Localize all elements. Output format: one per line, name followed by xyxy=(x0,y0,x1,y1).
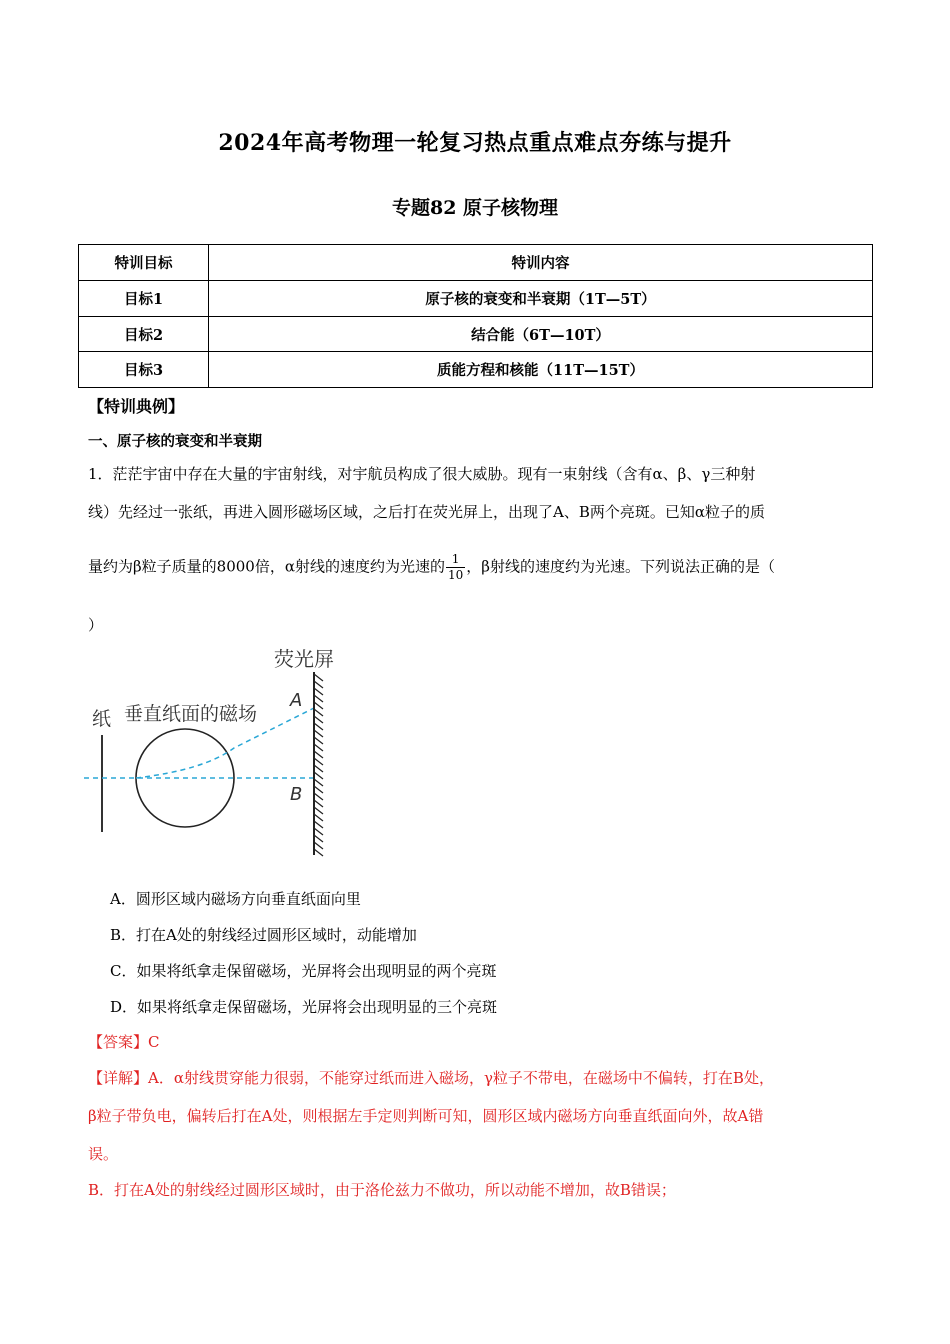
hatch-mark xyxy=(314,744,323,751)
field-label: 垂直纸面的磁场 xyxy=(124,703,258,725)
question-line-1: 1．茫茫宇宙中存在大量的宇宙射线，对宇航员构成了很大威胁。现有一束射线（含有α、β、γ三种射 xyxy=(88,465,756,483)
hatch-mark xyxy=(314,765,323,772)
hatch-mark xyxy=(314,828,323,835)
paper-label: 纸 xyxy=(92,708,112,730)
hatch-mark xyxy=(314,723,323,730)
table-header-cell: 特训内容 xyxy=(209,245,873,281)
fraction-denominator: 10 xyxy=(447,568,464,582)
table-cell-target: 目标3 xyxy=(79,352,209,388)
answer-detail-2: β粒子带负电，偏转后打在A处，则根据左手定则判断可知，圆形区域内磁场方向垂直纸面向外，故A错 xyxy=(88,1107,764,1125)
hatch-mark xyxy=(314,835,323,842)
answer-detail-4: B．打在A处的射线经过圆形区域时，由于洛伦兹力不做功，所以动能不增加，故B错误； xyxy=(88,1181,676,1199)
hatch-mark xyxy=(314,772,323,779)
question-line-3-text: 量约为β粒子质量的8000倍，α射线的速度约为光速的 xyxy=(88,557,445,576)
fraction-numerator: 1 xyxy=(446,552,465,568)
hatch-mark xyxy=(314,674,323,681)
table-cell-target: 目标1 xyxy=(79,281,209,317)
answer-detail-1: 【详解】A．α射线贯穿能力很弱，不能穿过纸而进入磁场，γ粒子不带电，在磁场中不偏转，打在B处， xyxy=(88,1069,774,1087)
hatch-mark xyxy=(314,688,323,695)
table-row xyxy=(79,352,873,388)
page-title: 2024年高考物理一轮复习热点重点难点夯练与提升 xyxy=(218,130,732,156)
screen-label: 荧光屏 xyxy=(274,647,334,671)
table-header-cell: 特训目标 xyxy=(79,245,209,281)
option-d: D．如果将纸拿走保留磁场，光屏将会出现明显的三个亮斑 xyxy=(110,998,498,1016)
question-line-3-text-end: ，β射线的速度约为光速。下列说法正确的是（ xyxy=(466,557,775,576)
point-b-label: B xyxy=(290,784,303,805)
hatch-mark xyxy=(314,779,323,786)
screen-hatching xyxy=(314,674,323,856)
option-c: C．如果将纸拿走保留磁场，光屏将会出现明显的两个亮斑 xyxy=(110,962,497,980)
hatch-mark xyxy=(314,758,323,765)
hatch-mark xyxy=(314,793,323,800)
section-heading: 【特训典例】 xyxy=(88,397,185,416)
question-line-4: ） xyxy=(88,616,104,634)
table-row xyxy=(79,317,873,352)
fraction xyxy=(446,552,465,583)
table-header-row xyxy=(79,245,873,281)
answer-label: 【答案】C xyxy=(88,1033,160,1051)
hatch-mark xyxy=(314,842,323,849)
hatch-mark xyxy=(314,709,323,716)
hatch-mark xyxy=(314,730,323,737)
hatch-mark xyxy=(314,716,323,723)
hatch-mark xyxy=(314,800,323,807)
hatch-mark xyxy=(314,849,323,856)
table-cell-content: 质能方程和核能（11T—15T） xyxy=(209,352,873,388)
targets-table xyxy=(78,244,873,388)
hatch-mark xyxy=(314,695,323,702)
hatch-mark xyxy=(314,807,323,814)
physics-diagram xyxy=(84,640,354,865)
table-cell-target: 目标2 xyxy=(79,317,209,352)
option-b: B．打在A处的射线经过圆形区域时，动能增加 xyxy=(110,926,417,944)
hatch-mark xyxy=(314,814,323,821)
question-line-2: 线）先经过一张纸，再进入圆形磁场区域，之后打在荧光屏上，出现了A、B两个亮斑。已知α粒子的质 xyxy=(88,503,765,521)
answer-detail-3: 误。 xyxy=(88,1145,119,1163)
hatch-mark xyxy=(314,821,323,828)
hatch-mark xyxy=(314,737,323,744)
table-cell-content: 原子核的衰变和半衰期（1T—5T） xyxy=(209,281,873,317)
question-line-3 xyxy=(88,552,775,583)
page-subtitle: 专题82 原子核物理 xyxy=(391,197,559,219)
table-cell-content: 结合能（6T—10T） xyxy=(209,317,873,352)
hatch-mark xyxy=(314,751,323,758)
hatch-mark xyxy=(314,702,323,709)
hatch-mark xyxy=(314,786,323,793)
table-row xyxy=(79,281,873,317)
section-subheading: 一、原子核的衰变和半衰期 xyxy=(88,433,262,450)
point-a-label: A xyxy=(290,690,303,711)
hatch-mark xyxy=(314,681,323,688)
option-a: A．圆形区域内磁场方向垂直纸面向里 xyxy=(110,890,361,908)
